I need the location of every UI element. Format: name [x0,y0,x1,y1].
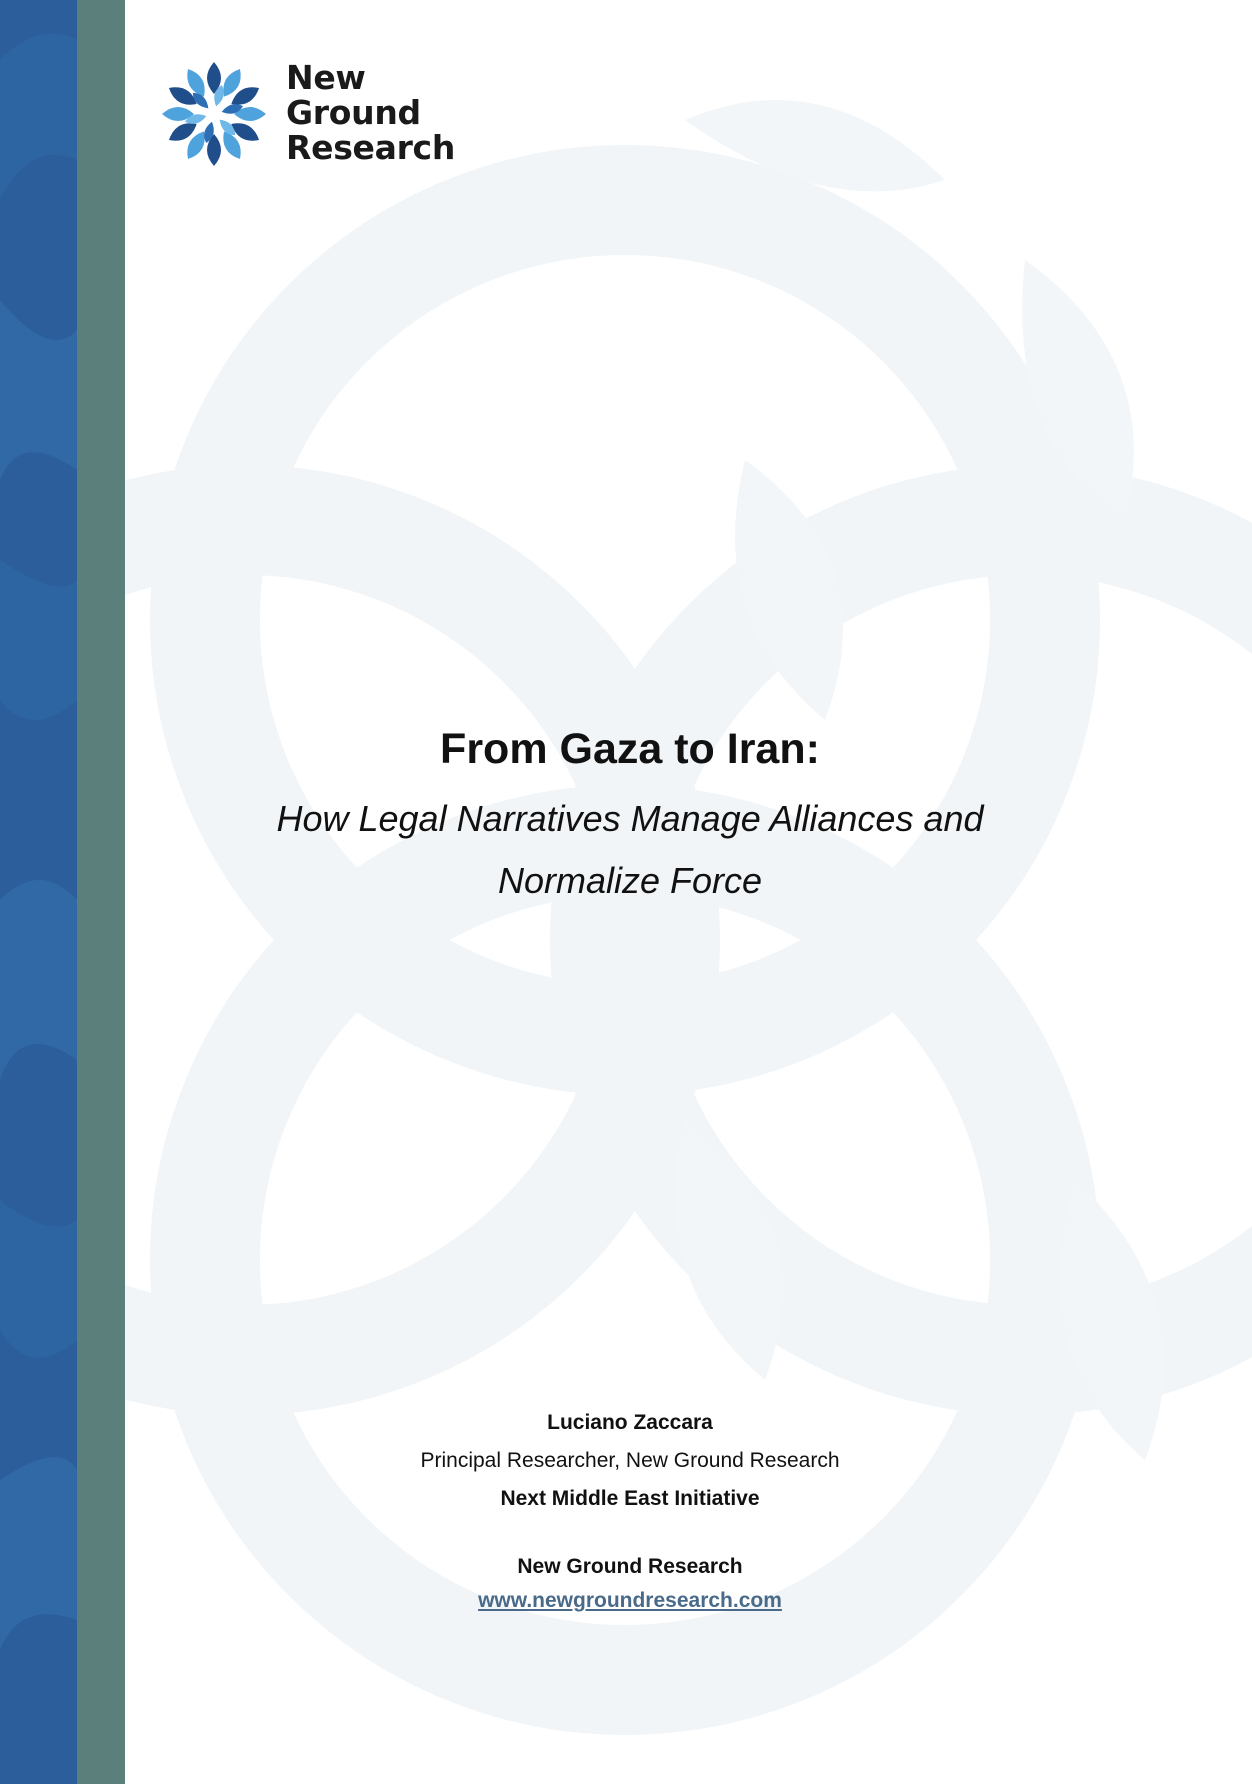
sidebar-blue-stripe [0,0,77,1784]
brand-name [286,60,455,165]
author-initiative: Next Middle East Initiative [500,1487,760,1510]
subtitle-line: Normalize Force [497,860,763,901]
publisher-name: New Ground Research [517,1555,743,1578]
document-subtitle [125,788,1135,912]
rosette-logo-icon [158,58,270,170]
author-name: Luciano Zaccara [547,1411,713,1434]
subtitle-line: How Legal Narratives Manage Alliances and [276,798,984,839]
brand-name-line: Ground [286,93,421,132]
sidebar-pattern [0,0,77,1784]
document-title: From Gaza to Iran: [440,725,820,773]
spacer [125,1518,1135,1548]
author-block [125,1404,1135,1616]
website-link[interactable]: www.newgroundresearch.com [478,1589,782,1612]
title-block [125,720,1135,912]
brand-logo [158,58,468,170]
sidebar-teal-stripe [77,0,125,1784]
brand-name-line: Research [286,128,456,167]
brand-name-line: New [286,58,366,97]
author-role: Principal Researcher, New Ground Research [420,1449,840,1472]
